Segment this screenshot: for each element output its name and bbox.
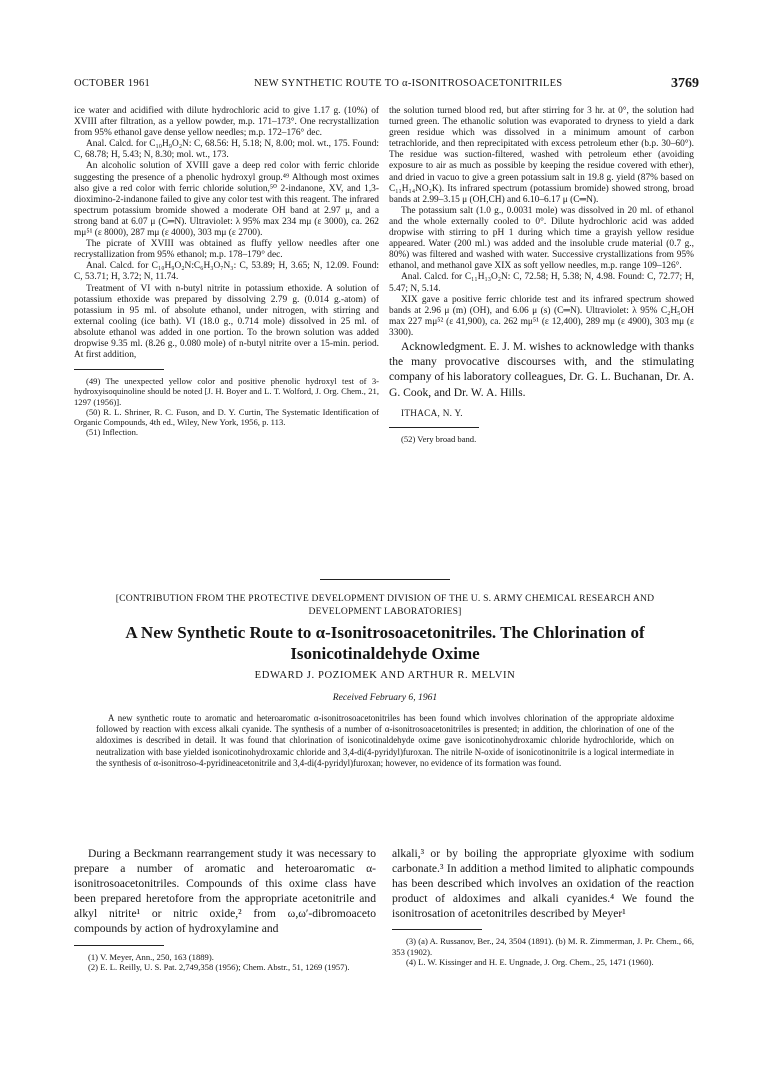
- footnote-rule: [392, 929, 482, 930]
- paragraph: ice water and acidified with dilute hydrochloric acid to give 1.17 g. (10%) of XVIII after filtration, as a yellow powder, m.p. 171–173°. One recrystallization from 95% ethanol gave dense yellow needles; m.p. 172–176° dec.: [74, 106, 379, 139]
- right-column: [389, 106, 694, 444]
- footnote: (52) Very broad band.: [401, 433, 477, 444]
- abstract: A new synthetic route to aromatic and heteroaromatic α-isonitrosoacetonitriles has been found which involves chlorination of the appropriate aldoxime followed by reaction with excess alkali cyanide. The synthesis of a number of α-isonitrosoacetonitriles is presented; in addition, the chlorination of one of the aldoximes is described in detail. It was found that chlorination of isonicotinaldehyde oxime gave isonicotinohydroxamic chloride hydrochloride, which on neutralization with base yielded isonicotinohydroxamic chloride and 3,4-di(4-pyridyl)furoxan. The nitrile N-oxide of isonicotinonitrile is a logical intermediate in the synthesis of α-isonitroso-4-pyridineacetonitrile and 3,4-di(4-pyridyl)furoxan; however, no evidence of its formation was found.: [96, 713, 674, 768]
- paragraph: Anal. Calcd. for C₁₀H₉O₂N:C₆H₃O₇N₃: C, 53.89; H, 3.65; N, 12.09. Found: C, 53.71; H, 3.72; N, 11.74.: [74, 261, 379, 283]
- body-right-column: [392, 846, 694, 967]
- footnote: (1) V. Meyer, Ann., 250, 163 (1889).: [88, 951, 214, 962]
- page-number: 3769: [671, 76, 699, 91]
- footnote-rule: [74, 945, 164, 946]
- header-date: OCTOBER 1961: [74, 78, 151, 89]
- paragraph: XIX gave a positive ferric chloride test and its infrared spectrum showed bands at 2.96 μ (m) (OH), and 6.06 μ (s) (C═N). Ultraviolet: λ 95% C₂H₅OH max 227 mμ⁵² (ε 41,900), ca. 262 mμ⁵¹ (ε 12,400), 289 mμ (ε 4900), 303 mμ (ε 3300).: [389, 294, 694, 338]
- paragraph: The potassium salt (1.0 g., 0.0031 mole) was dissolved in 20 ml. of ethanol and the whole externally cooled to 0°. Dilute hydrochloric acid was added dropwise with stirring to pH 1 during which time a grayish yellow residue appeared. Water (200 ml.) was added and the insoluble crude material (0.7 g., 80%) was filtered and washed with water. Successive crystallizations from 95% ethanol, and methanol gave XIX as soft yellow needles, m.p. range 109–126°.: [389, 205, 694, 272]
- contribution-line: [CONTRIBUTION FROM THE PROTECTIVE DEVELOPMENT DIVISION OF THE U. S. ARMY CHEMICAL RESEARCH AND DEVELOPMENT LABORATORIES]: [115, 593, 655, 617]
- received-date: Received February 6, 1961: [332, 692, 438, 703]
- footnote: (4) L. W. Kissinger and H. E. Ungnade, J. Org. Chem., 25, 1471 (1960).: [406, 956, 654, 967]
- footnote: (49) The unexpected yellow color and positive phenolic hydroxyl test of 3-hydroxyisoquinoline should be noted [J. H. Boyer and L. T. Wolford, J. Org. Chem., 21, 1297 (1956)].: [74, 376, 379, 407]
- place-line: ITHACA, N. Y.: [401, 407, 463, 418]
- body-left-column: [74, 846, 376, 972]
- footnote: (51) Inflection.: [86, 427, 139, 438]
- left-column: [74, 106, 379, 437]
- running-header: [74, 76, 699, 92]
- paragraph: Anal. Calcd. for C₁₀H₉O₂N: C, 68.56: H, 5.18; N, 8.00; mol. wt., 175. Found: C, 68.78; H, 5.43; N, 8.30; mol. wt., 173.: [74, 139, 379, 161]
- header-title: NEW SYNTHETIC ROUTE TO α-ISONITROSOACETONITRILES: [254, 78, 563, 89]
- paragraph: The picrate of XVIII was obtained as fluffy yellow needles after one recrystallization from 95% ethanol; m.p. 178–179° dec.: [74, 239, 379, 261]
- footnote-rule: [74, 369, 164, 370]
- footnote: (2) E. L. Reilly, U. S. Pat. 2,749,358 (1956); Chem. Abstr., 51, 1269 (1957).: [88, 961, 350, 972]
- article-separator: [320, 579, 450, 580]
- footnote: (50) R. L. Shriner, R. C. Fuson, and D. Y. Curtin, The Systematic Identification of Organic Compounds, 4th ed., Wiley, New York, 1956, p. 113.: [74, 406, 379, 427]
- paragraph: Anal. Calcd. for C₁₁H₁₃O₂N: C, 72.58; H, 5.38; N, 4.98. Found: C, 72.77; H, 5.47; N, 5.14.: [389, 272, 694, 294]
- paragraph: An alcoholic solution of XVIII gave a deep red color with ferric chloride suggesting the presence of a phenolic hydroxyl group.⁴⁹ Although most oximes also give a red color with ferric chloride solution,⁵⁰ 2-indanone, XV, and 1,3-dioximino-2-indanone failed to give any color test with this reagent. The infrared spectrum potassium bromide showed a moderate OH band at 2.97 μ, and a strong band at 6.07 μ (C═N). Ultraviolet: λ 95% max 234 mμ (ε 3000), ca. 262 mμ⁵¹ (ε 8000), 287 mμ (ε 4000), 303 mμ (ε 2700).: [74, 161, 379, 239]
- footnote: (3) (a) A. Russanov, Ber., 24, 3504 (1891). (b) M. R. Zimmerman, J. Pr. Chem., 66, 353 (1902).: [392, 936, 694, 957]
- paragraph: the solution turned blood red, but after stirring for 3 hr. at 0°, the solution had turned green. The ethanolic solution was evaporated to dryness to yield a dark green residue which was dissolved in a minimum amount of carbon tetrachloride, and then reprecipitated with excess petroleum ether (b.p. 30–60°). The residue was suction-filtered, washed with petroleum ether (avoiding exposure to air as much as possible by keeping the residue covered with ether), and dried in vacuo to give a green potassium salt in 19.8 g. yield (87% based on C₁₁H₁₄NO₂K). Its infrared spectrum (potassium bromide) showed strong, broad bands at 2.99–3.15 μ (OH,CH) and 6.10–6.17 μ (C═N).: [389, 106, 694, 205]
- body-paragraph: alkali,³ or by boiling the appropriate glyoxime with sodium carbonate.³ In addition a method limited to aliphatic compounds has been described which involves an oxidation of the reaction product of aldoximes and alkali cyanides.⁴ We found the isonitrosation of acetonitriles described by Meyer¹: [392, 847, 694, 921]
- article-title: A New Synthetic Route to α-Isonitrosoacetonitriles. The Chlorination of Isonicotinaldehyde Oxime: [125, 623, 645, 663]
- paragraph: Treatment of VI with n-butyl nitrite in potassium ethoxide. A solution of potassium ethoxide was prepared by dissolving 2.79 g. (0.014 g.-atom) of potassium in 95 ml. of absolute ethanol, under nitrogen, with stirring and external cooling (ice bath). VI (18.0 g., 0.714 mole) dissolved in 25 ml. of absolute ethanol was added in one portion. To the brown solution was added dropwise 9.35 ml. (8.26 g., 0.080 mole) of n-butyl nitrite over a 15-min. period. At first addition,: [74, 283, 379, 361]
- body-paragraph: During a Beckmann rearrangement study it was necessary to prepare a number of aromatic and heteroaromatic α-isonitrosoacetonitriles. Compounds of this oxime class have been prepared heretofore from the appropriate acetonitrile and alkyl nitrite¹ or nitric oxide,² from ω,ω′-dibromoaceto compounds by action of hydroxylamine and: [74, 847, 376, 936]
- acknowledgment: Acknowledgment. E. J. M. wishes to acknowledge with thanks the many provocative discourses with, and the stimulating company of his laboratory colleagues, Dr. G. L. Buchanan, Dr. A. G. Cook, and Dr. W. A. Hills.: [389, 339, 694, 399]
- article-authors: EDWARD J. POZIOMEK AND ARTHUR R. MELVIN: [254, 670, 516, 681]
- footnote-rule: [389, 427, 479, 428]
